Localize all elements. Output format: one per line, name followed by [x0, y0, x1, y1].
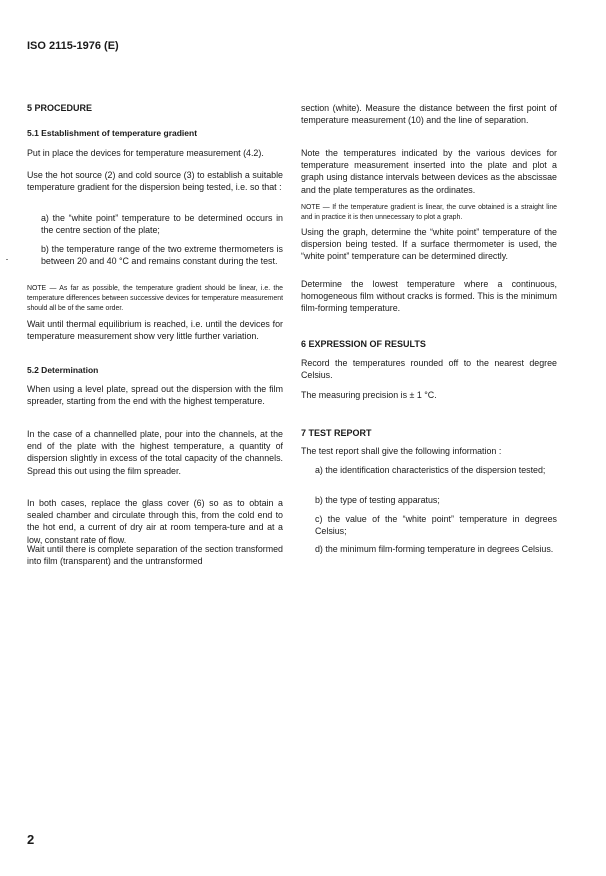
section-5-heading: 5 PROCEDURE — [27, 103, 93, 113]
list-item-b: b) the type of testing apparatus; — [315, 495, 440, 505]
list-item-d: d) the minimum film-forming temperature in degrees Celsius. — [315, 544, 554, 554]
note: NOTE — As far as possible, the temperature gradient should be linear, i.e. the temperature differences between successive devices for temperature measurement should all be of the same order. — [27, 285, 283, 312]
paragraph: When using a level plate, spread out the dispersion with the film spreader, starting from the end with the highest temperature. — [27, 384, 283, 407]
paragraph: The test report shall give the following information : — [301, 446, 502, 456]
paragraph: Put in place the devices for temperature measurement (4.2). — [27, 148, 264, 158]
paragraph: section (white). Measure the distance between the first point of temperature measurement (10) and the line of separation. — [301, 103, 557, 126]
paragraph: Determine the lowest temperature where a continuous, homogeneous film without cracks is formed. This is the minimum film-forming temperature. — [301, 279, 557, 314]
section-6-heading: 6 EXPRESSION OF RESULTS — [301, 339, 426, 349]
paragraph: In the case of a channelled plate, pour into the channels, at the end of the plate with the highest temperature, a quantity of dispersion slightly in excess of the total capacity of the channels. Spread this out using the film spreader. — [27, 429, 283, 476]
margin-mark — [6, 259, 8, 260]
list-item-b: b) the temperature range of the two extreme thermometers is between 20 and 40 °C and remains constant during the test. — [41, 244, 283, 267]
page-number: 2 — [27, 832, 35, 847]
section-7-heading: 7 TEST REPORT — [301, 428, 372, 438]
paragraph: Wait until there is complete separation of the section transformed into film (transparent) and the untransformed — [27, 544, 283, 567]
paragraph: Use the hot source (2) and cold source (3) to establish a suitable temperature gradient for the dispersion being tested, i.e. so that : — [27, 170, 283, 193]
paragraph: Note the temperatures indicated by the various devices for temperature measurement inserted into the plate and plot a graph using distance intervals between devices as the abscissae and the plate temperatures as the ordinates. — [301, 148, 557, 195]
paragraph: The measuring precision is ± 1 °C. — [301, 390, 437, 400]
paragraph: In both cases, replace the glass cover (6) so as to obtain a sealed chamber and circulate through this, from the cold end to the hot end, a current of dry air at room tempera-ture and at a low, constant rate of flow. — [27, 498, 283, 545]
paragraph: Using the graph, determine the “white point” temperature of the dispersion being tested. If a surface thermometer is used, the “white point” temperature can be determined directly. — [301, 227, 557, 262]
paragraph: Record the temperatures rounded off to the nearest degree Celsius. — [301, 358, 557, 381]
list-item-a: a) the identification characteristics of the dispersion tested; — [315, 465, 546, 475]
section-5-1-heading: 5.1 Establishment of temperature gradient — [27, 128, 198, 138]
list-item-a: a) the “white point” temperature to be determined occurs in the centre section of the plate; — [41, 213, 283, 236]
list-item-c: c) the value of the “white point” temperature in degrees Celsius; — [315, 514, 557, 537]
section-5-2-heading: 5.2 Determination — [27, 365, 99, 375]
paragraph: Wait until thermal equilibrium is reached, i.e. until the devices for temperature measurement show very little further variation. — [27, 319, 283, 342]
note: NOTE — If the temperature gradient is linear, the curve obtained is a straight line and in practice it is then unnecessary to plot a graph. — [301, 204, 557, 221]
document-header: ISO 2115-1976 (E) — [27, 40, 119, 52]
